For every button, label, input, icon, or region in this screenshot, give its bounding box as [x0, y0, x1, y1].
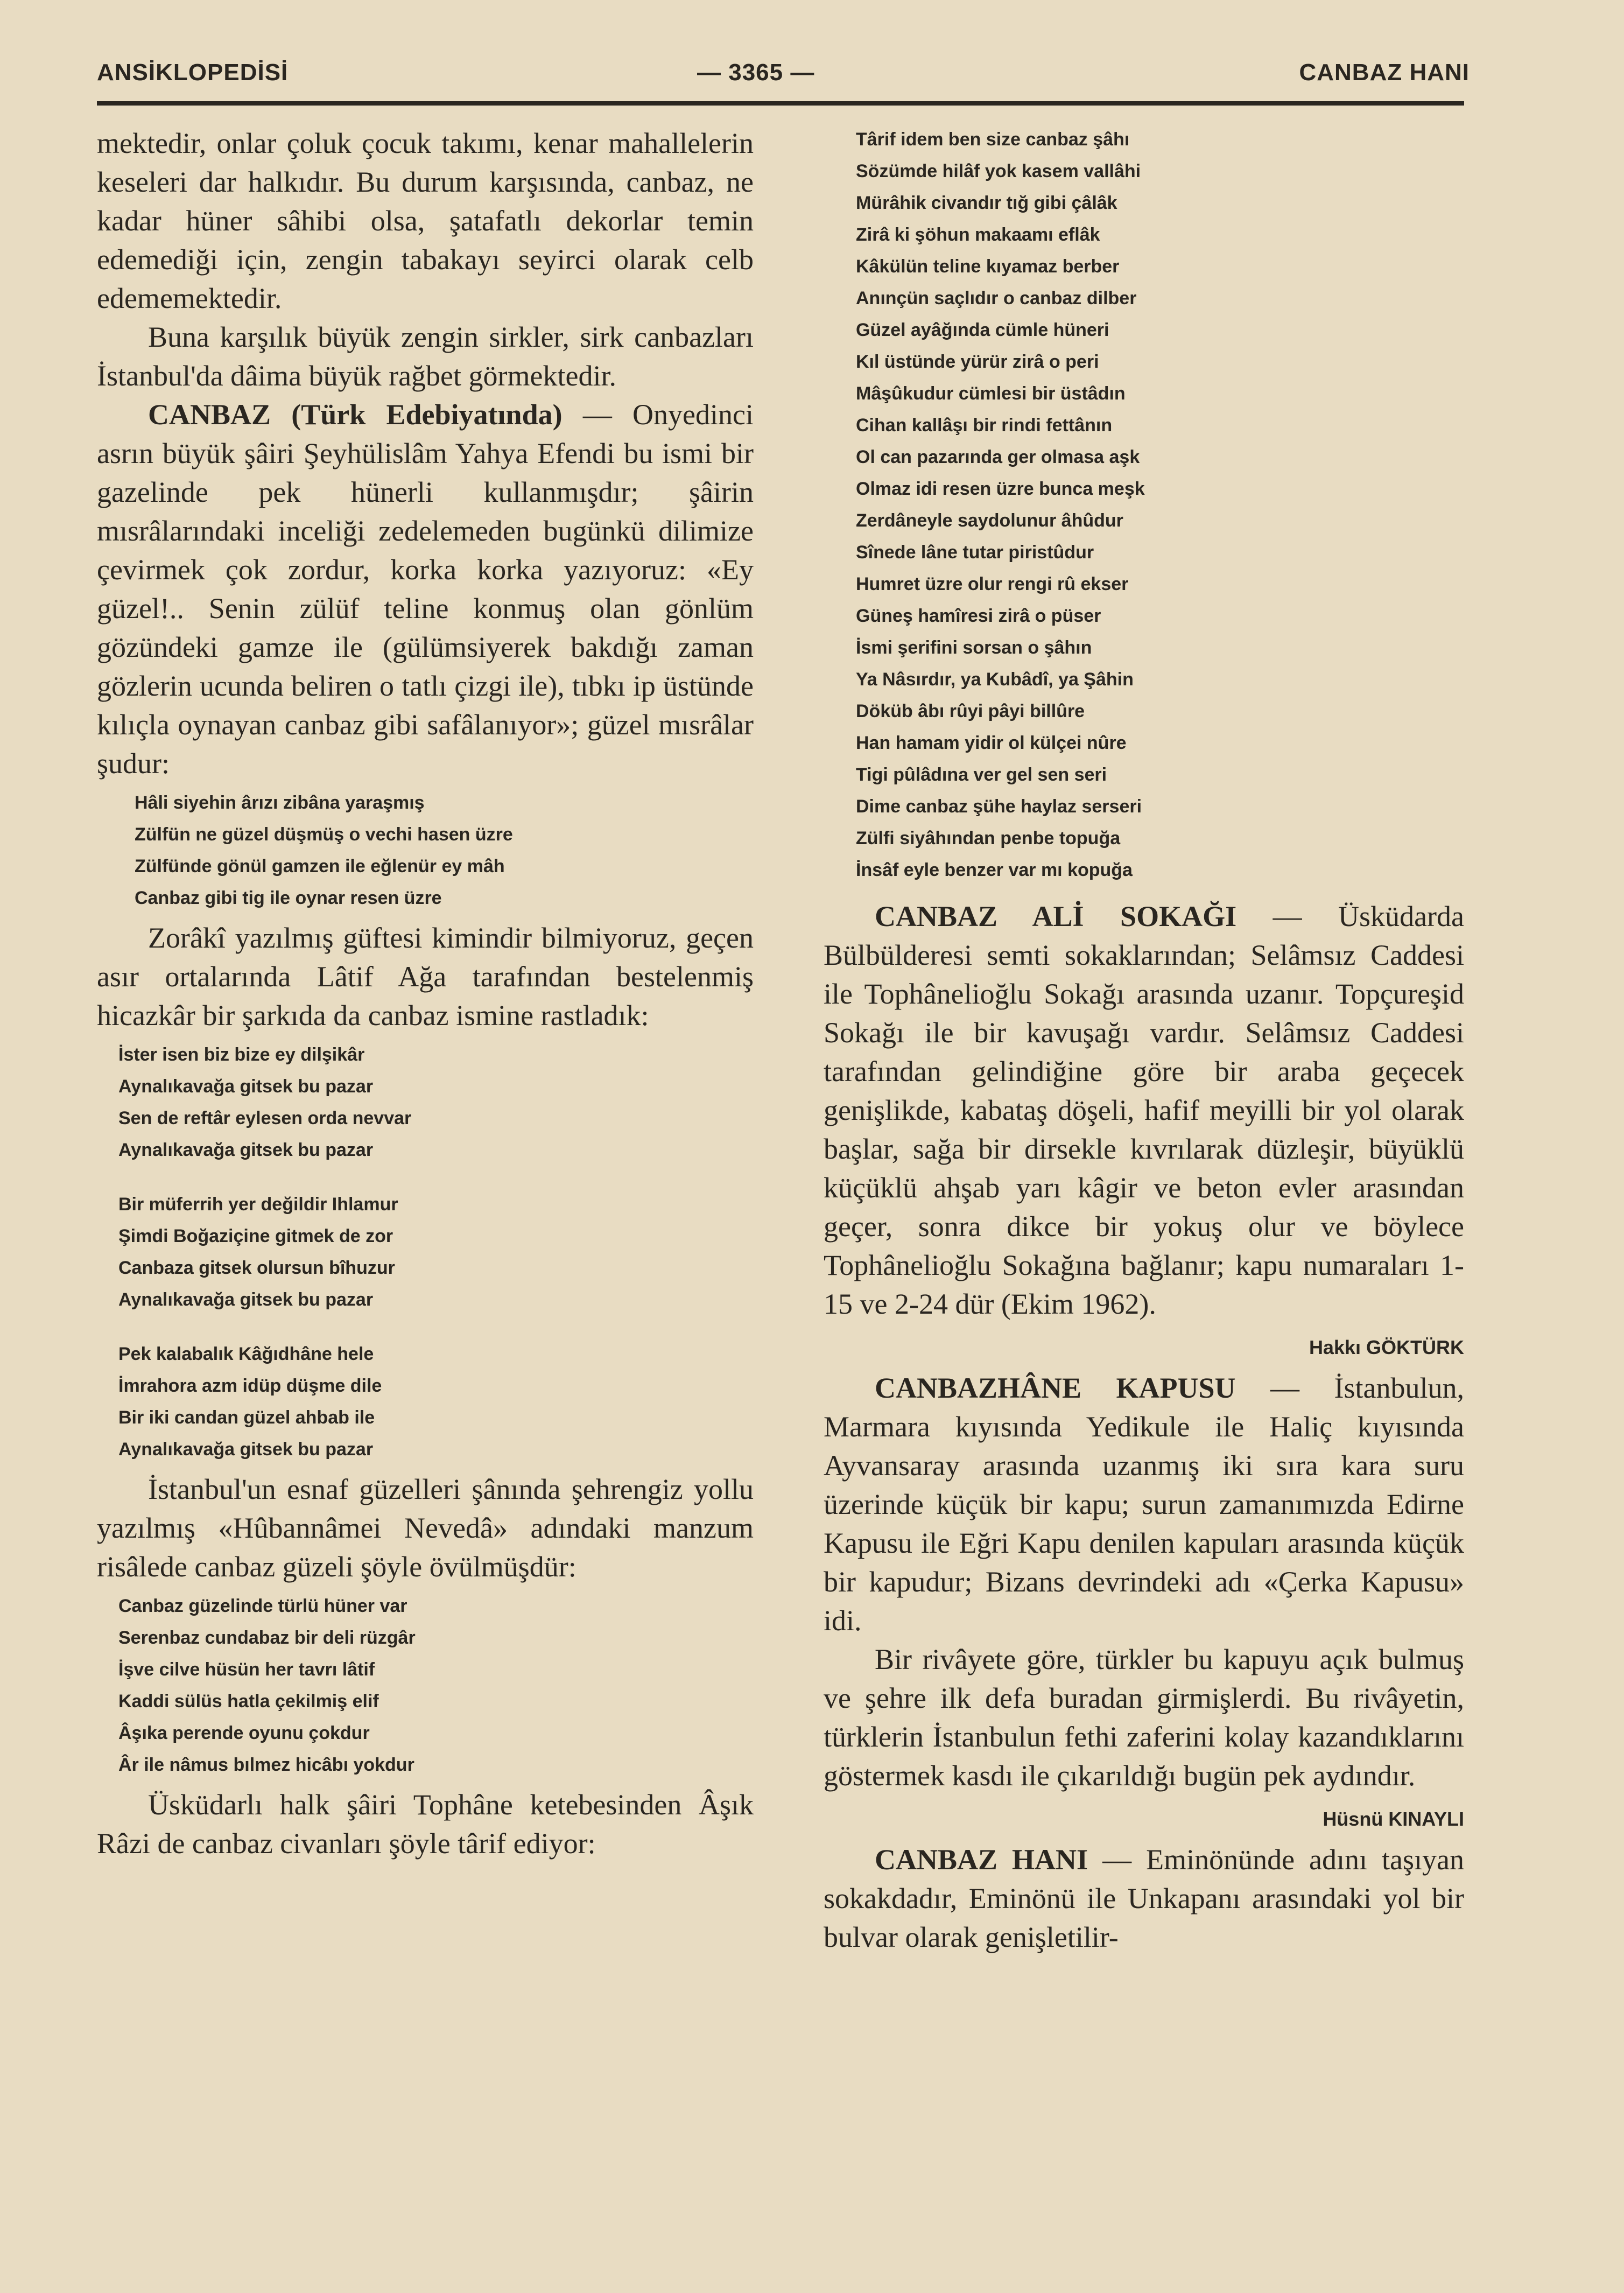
left-column — [97, 124, 754, 1863]
page-number: — 3365 — — [697, 59, 815, 86]
entry-canbazhane-kapusu — [824, 1369, 1464, 1640]
verse-line: Pek kalabalık Kâğıdhâne hele — [118, 1344, 374, 1364]
verse-line: Canbaz güzelinde türlü hüner var — [118, 1596, 407, 1616]
entry-text: — Eminönünde adını taşıyan sokakdadır, Eminönü ile Unkapanı arasındaki yol bir bulvar olarak genişletilir- — [824, 1843, 1465, 1953]
verse-line: İşve cilve hüsün her tavrı lâtif — [118, 1659, 375, 1680]
right-column — [824, 124, 1464, 1957]
left-paragraph-2: Buna karşılık büyük zengin sirkler, sirk canbazları İstanbul'da dâima büyük rağbet görmektedir. — [97, 321, 754, 392]
entry-text: — İstanbulun, Marmara kıyısında Yedikule ile Haliç kıyısında Ayvansaray arasında uzanmış iki sıra kara suru üzerinde küçük bir kapu; surun zamanımızda Edirne Kapusu ile Eğri Kapu denilen kapuları arasında küçük bir kapudur; Bizans devrindeki adı «Çerka Kapusu» idi. — [824, 1372, 1464, 1637]
verse-line: Güneş hamîresi zirâ o püser — [856, 606, 1101, 626]
stanza-gap — [118, 1316, 754, 1338]
verse-hubannamei — [97, 1590, 754, 1781]
verse-line: Zirâ ki şöhun makaamı eflâk — [856, 225, 1100, 245]
verse-line: Olmaz idi resen üzre bunca meşk — [856, 479, 1145, 499]
verse-line: Zülfün ne güzel düşmüş o vechi hasen üzre — [135, 824, 513, 845]
verse-line: İsmi şerifini sorsan o şâhın — [856, 637, 1092, 658]
header-right-title: CANBAZ HANI — [1299, 59, 1470, 86]
verse-line: Sözümde hilâf yok kasem vallâhi — [856, 161, 1141, 181]
right-paragraph-3: Bir rivâyete göre, türkler bu kapuyu açık bulmuş ve şehre ilk defa buradan girmişlerdi. Bu rivâyetin, türklerin İstanbulun fethi zaferini kolay kazandıklarını göstermek kasdı ile çıkarıldığı bugün pek aydındır. — [824, 1643, 1464, 1792]
stanza-gap — [118, 1166, 754, 1189]
verse-line: Anınçün saçlıdır o canbaz dilber — [856, 288, 1137, 308]
left-paragraph-5: İstanbul'un esnaf güzelleri şânında şehrengiz yollu yazılmış «Hûbannâmei Nevedâ» adındaki manzum risâlede canbaz güzeli şöyle övülmüşdür: — [97, 1473, 754, 1583]
verse-asik-razi — [824, 124, 1464, 886]
entry-term: CANBAZ HANI — [875, 1843, 1088, 1876]
left-paragraph-6: Üsküdarlı halk şâiri Tophâne ketebesinden Âşık Râzi de canbaz civanları şöyle târif ediyor: — [97, 1789, 754, 1860]
verse-line: Han hamam yidir ol külçei nûre — [856, 733, 1127, 753]
verse-line: Şimdi Boğaziçine gitmek de zor — [118, 1226, 393, 1246]
verse-line: Mürâhik civandır tığ gibi çâlâk — [856, 193, 1117, 213]
verse-latif-aga — [97, 1039, 754, 1465]
verse-line: Bir müferrih yer değildir Ihlamur — [118, 1194, 398, 1215]
verse-line: Serenbaz cundabaz bir deli rüzgâr — [118, 1628, 416, 1648]
verse-line: Bir iki candan güzel ahbab ile — [118, 1407, 375, 1428]
page-header — [97, 54, 1470, 97]
verse-line: Hâli siyehin ârızı zibâna yaraşmış — [135, 793, 425, 813]
header-rule — [97, 101, 1464, 106]
left-paragraph-1: mektedir, onlar çoluk çocuk takımı, kenar mahallelerin keseleri dar halkıdır. Bu durum karşısında, canbaz, ne kadar hüner sâhibi olsa, şatafatlı dekorlar temin edemediği için, zengin tabakayı seyirci olarak celb edememektedir. — [97, 127, 754, 314]
verse-line: Aynalıkavağa gitsek bu pazar — [118, 1076, 374, 1097]
verse-line: Aynalıkavağa gitsek bu pazar — [118, 1140, 374, 1160]
verse-line: Âşıka perende oyunu çokdur — [118, 1723, 370, 1743]
author-signature: Hakkı GÖKTÜRK — [1309, 1336, 1464, 1358]
entry-text: — Üsküdarda Bülbülderesi semti sokaklarından; Selâmsız Caddesi ile Tophânelioğlu Sokağı arasında uzanır. Topçureşid Sokağı ile bir kavuşağı vardır. Selâmsız Caddesi tarafından gelindiğine göre bir araba geçecek genişlikde, kabataş döşeli, hafif meyilli bir yol olarak başlar, sağa bir dirsekle kıvrılarak düzleşir, büyüklü küçüklü ahşab yarı kâgir ve beton evler arasından geçer, sonra dikce bir yokuş olur ve böylece Tophânelioğlu Sokağına bağlanır; kapu numaraları 1-15 ve 2-24 dür (Ekim 1962). — [824, 900, 1464, 1320]
verse-line: Kaddi sülüs hatla çekilmiş elif — [118, 1691, 379, 1712]
verse-line: Dime canbaz şühe haylaz serseri — [856, 796, 1142, 817]
verse-line: Ol can pazarında ger olmasa aşk — [856, 447, 1140, 467]
verse-yahya-efendi — [97, 787, 754, 914]
author-signature: Hüsnü KINAYLI — [1323, 1808, 1464, 1830]
verse-line: Döküb âbı rûyi pâyi billûre — [856, 701, 1085, 721]
verse-line: Ya Nâsırdır, ya Kubâdî, ya Şâhin — [856, 669, 1134, 690]
verse-line: Aynalıkavağa gitsek bu pazar — [118, 1289, 374, 1310]
header-left-title: ANSİKLOPEDİSİ — [97, 59, 289, 86]
verse-line: Canbaza gitsek olursun bîhuzur — [118, 1258, 395, 1278]
verse-line: Aynalıkavağa gitsek bu pazar — [118, 1439, 374, 1460]
verse-line: Sen de reftâr eylesen orda nevvar — [118, 1108, 412, 1128]
entry-text: — Onyedinci asrın büyük şâiri Şeyhülislâm Yahya Efendi bu ismi bir gazelinde pek hünerli kullanmışdır; şâirin mısrâlarındaki inceliği zedelemeden bugünkü dilimize çevirmek çok zordur, korka korka yazıyoruz: «Ey güzel!.. Senin zülüf teline konmuş olan gönlüm gözündeki gamze ile (gülümsiyerek bakdığı zaman gözlerin ucunda beliren o tatlı çizgi ile), tıbkı ip üstünde kılıçla oynayan canbaz gibi safâlanıyor»; güzel mısrâlar şudur: — [97, 398, 754, 780]
verse-line: Târif idem ben size canbaz şâhı — [856, 129, 1130, 150]
entry-term: CANBAZ (Türk Edebiyatında) — [148, 398, 563, 431]
verse-line: İster isen biz bize ey dilşikâr — [118, 1044, 365, 1065]
verse-line: Canbaz gibi tig ile oynar resen üzre — [135, 888, 442, 908]
verse-line: Kıl üstünde yürür zirâ o peri — [856, 352, 1099, 372]
verse-line: İmrahora azm idüp düşme dile — [118, 1376, 382, 1396]
entry-term: CANBAZ ALİ SOKAĞI — [875, 900, 1237, 932]
left-paragraph-4: Zorâkî yazılmış güftesi kimindir bilmiyoruz, geçen asır ortalarında Lâtif Ağa tarafından bestelenmiş hicazkâr bir şarkıda da canbaz ismine rastladık: — [97, 922, 754, 1032]
verse-line: Zülfi siyâhından penbe topuğa — [856, 828, 1121, 849]
verse-line: Âr ile nâmus bılmez hicâbı yokdur — [118, 1755, 414, 1775]
verse-line: Güzel ayâğında cümle hüneri — [856, 320, 1109, 340]
verse-line: Mâşûkudur cümlesi bir üstâdın — [856, 383, 1126, 404]
entry-canbaz-ali-sokagi — [824, 897, 1464, 1323]
entry-term: CANBAZHÂNE KAPUSU — [875, 1372, 1236, 1404]
verse-line: Kâkülün teline kıyamaz berber — [856, 256, 1120, 277]
verse-line: İnsâf eyle benzer var mı kopuğa — [856, 860, 1133, 880]
verse-line: Humret üzre olur rengi rû ekser — [856, 574, 1129, 594]
entry-canbaz-edebiyat — [97, 395, 754, 783]
verse-line: Cihan kallâşı bir rindi fettânın — [856, 415, 1113, 436]
verse-line: Tigi pûlâdına ver gel sen seri — [856, 765, 1107, 785]
verse-line: Sînede lâne tutar piristûdur — [856, 542, 1094, 563]
verse-line: Zülfünde gönül gamzen ile eğlenür ey mâh — [135, 856, 505, 876]
verse-line: Zerdâneyle saydolunur âhûdur — [856, 510, 1123, 531]
entry-canbaz-hani — [824, 1840, 1464, 1957]
